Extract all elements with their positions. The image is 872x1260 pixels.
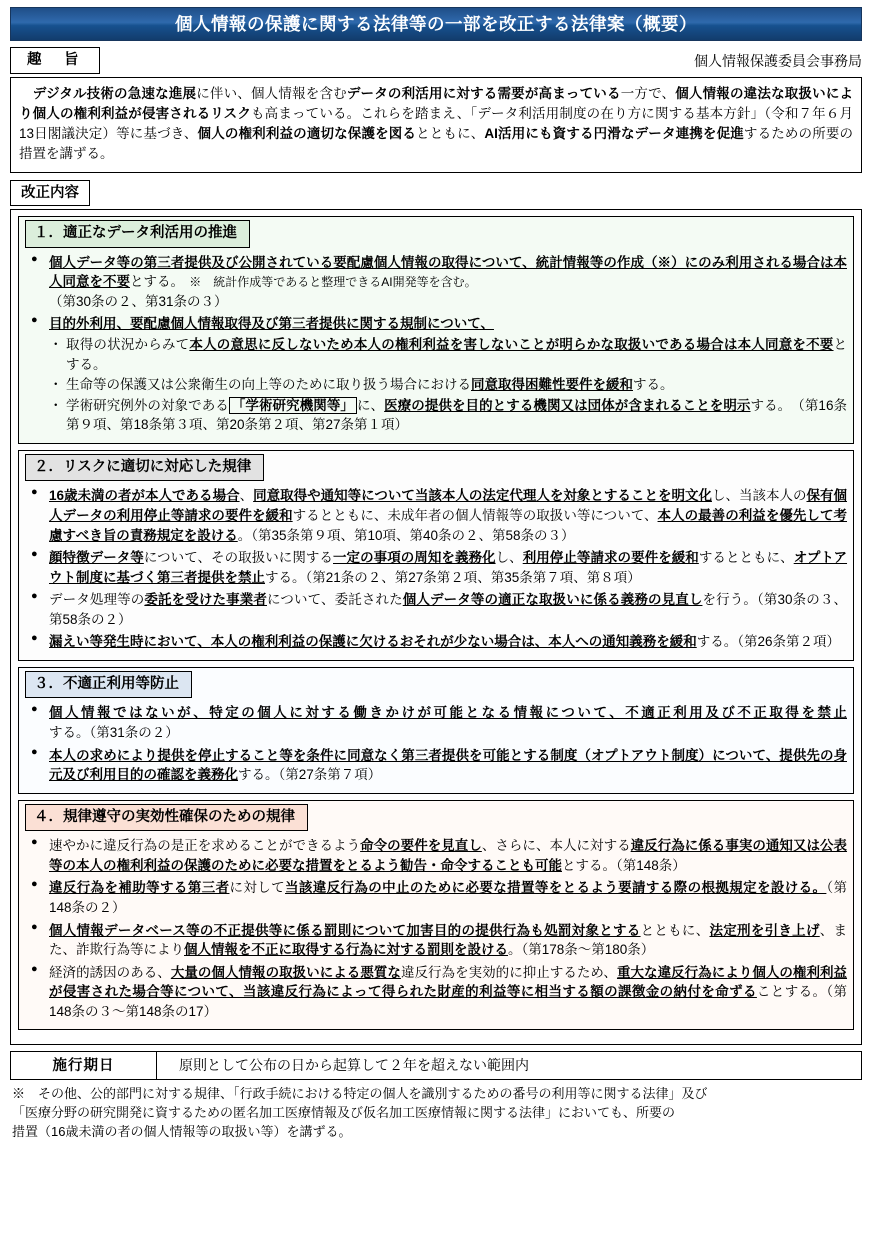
text-span: （第148条の２）	[49, 880, 848, 915]
text-span: について、その取扱いに関する	[143, 550, 333, 566]
text-span: 「学術研究機関等」	[229, 397, 357, 414]
text-span: する。（第21条の２、第27条第２項、第35条第７項、第８項）	[265, 569, 641, 585]
footnote	[10, 1085, 862, 1142]
text-span: 経済的誘因のある、	[49, 964, 171, 980]
amendment-group	[18, 216, 854, 444]
group-heading: ２．リスクに適切に対応した規律	[25, 454, 264, 482]
bullet-item	[25, 963, 847, 1022]
sub-bullet-item	[49, 396, 847, 435]
text-span: し、当該本人の	[711, 488, 807, 504]
text-span: とともに、	[640, 922, 710, 938]
text-span: 違反行為を補助等する第三者	[49, 880, 230, 896]
amendment-group	[18, 450, 854, 661]
text-span: 個人情報を不正に取得する行為に対する罰則を設ける	[184, 942, 508, 958]
text-span: する。（第27条第７項）	[238, 767, 382, 783]
group-heading: ３．不適正利用等防止	[25, 671, 192, 699]
text-span: に対して	[229, 880, 285, 896]
text-span: 速やかに違反行為の是正を求めることができるよう	[49, 838, 361, 854]
text-span: 委託を受けた事業者	[144, 592, 267, 608]
page-title: 個人情報の保護に関する法律等の一部を改正する法律案（概要）	[10, 7, 862, 41]
text-span: 個人データ等の適正な取扱いに係る義務の見直し	[402, 592, 703, 608]
text-span: 同意取得や通知等について当該本人の法定代理人を対象とすることを明文化	[253, 488, 712, 504]
amendment-group	[18, 667, 854, 794]
sub-bullet-item	[49, 335, 847, 374]
footnote-line-3: 措置（16歳未満の者の個人情報等の取扱い等）を講ずる。	[12, 1124, 352, 1140]
text-span: とともに、	[416, 126, 485, 142]
text-span: 本人の意思に反しないため本人の権利利益を害しないことが明らかな取扱いである場合は本人同意を不要	[189, 336, 834, 352]
enforcement-label: 施行期日	[11, 1052, 157, 1079]
bullet-list	[25, 253, 847, 435]
bullet-item	[25, 486, 847, 545]
text-span: 重大な違反行為により個人の権利利益が侵害された場合等について、当該違反行為によって得られた財産的利益等に相当する額の課徴金の納付を命ずる	[49, 964, 848, 1000]
text-span: する。（第31条の２）	[49, 725, 179, 741]
text-span: 一定の事項の周知を義務化	[333, 550, 496, 566]
bullet-list	[25, 703, 847, 784]
text-span: 。（第178条～第180条）	[508, 942, 655, 958]
amendment-group	[18, 800, 854, 1031]
text-span: （第30条の２、第31条の３）	[49, 293, 228, 309]
footnote-line-1: ※ その他、公的部門に対する規律、「行政手続における特定の個人を識別するための番号の利用等に関する法律」及び	[12, 1086, 708, 1102]
text-span: とする。（第148条）	[562, 857, 686, 873]
text-span: 違反行為を実効的に抑止するため、	[400, 964, 617, 980]
text-span: ※ 統計作成等であると整理できるAI開発等を含む。	[177, 275, 477, 290]
sub-bullet-item	[49, 375, 847, 395]
text-span: するとともに、	[698, 550, 794, 566]
text-span: 、また、詐欺行為等により	[49, 922, 848, 958]
issuing-office: 個人情報保護委員会事務局	[694, 52, 862, 69]
text-span: 16歳未満の者が本人である場合	[49, 488, 240, 504]
text-span: 法定刑を引き上げ	[709, 922, 820, 938]
text-span: するとともに、未成年者の個人情報等の取扱い等について、	[292, 507, 658, 523]
enforcement-row	[10, 1051, 862, 1080]
amendment-section	[10, 180, 862, 1046]
bullet-item	[25, 253, 847, 312]
bullet-item	[25, 590, 847, 629]
text-span: 顔特徴データ等	[49, 550, 144, 566]
text-span: 取得の状況からみて	[66, 336, 190, 352]
text-span: するための所要の措置を講ずる。	[19, 126, 854, 162]
text-span: 本人の最善の利益を優先して考慮すべき旨の責務規定を設ける	[49, 507, 848, 543]
purpose-header-row	[10, 47, 862, 74]
text-span: オプトアウト制度に基づく第三者提供を禁止	[49, 550, 848, 585]
text-span: 学術研究例外の対象である	[66, 397, 229, 413]
text-span: 大量の個人情報の取扱いによる悪質な	[170, 964, 401, 980]
group-heading: ４．規律遵守の実効性確保のための規律	[25, 804, 308, 832]
text-span: する。	[633, 377, 674, 393]
text-span: する。 （第16条第９項、第18条第３項、第20条第２項、第27条第１項）	[66, 397, 848, 433]
amendment-label: 改正内容	[10, 180, 90, 207]
text-span: 目的外利用、要配慮個人情報取得及び第三者提供に関する規制について、	[49, 316, 494, 332]
bullet-item	[25, 836, 847, 875]
text-span: 個人情報の違法な取扱いにより個人の権利利益が侵害されるリスク	[19, 85, 854, 121]
text-span: 個人情報データベース等の不正提供等に係る罰則について加害目的の提供行為も処罰対象とする	[49, 922, 641, 938]
purpose-label: 趣 旨	[10, 47, 100, 74]
text-span: し、	[495, 550, 523, 566]
text-span: データ処理等の	[49, 592, 145, 608]
text-span: 医療の提供を目的とする機関又は団体が含まれることを明示	[384, 397, 751, 413]
text-span: 一方で、	[620, 85, 676, 101]
text-span: について、委託された	[267, 592, 403, 608]
bullet-item	[25, 746, 847, 785]
bullet-list	[25, 836, 847, 1021]
text-span: を行う。（第30条の３、第58条の２）	[49, 592, 847, 627]
enforcement-value: 原則として公布の日から起算して２年を超えない範囲内	[179, 1056, 529, 1073]
text-span: 利用停止等請求の要件を緩和	[522, 550, 699, 566]
bullet-item	[25, 632, 847, 652]
text-span: デジタル技術の急速な進展	[32, 85, 197, 101]
text-span: も高まっている。これらを踏まえ、「データ利活用制度の在り方に関する基本方針」（令和７年６月13日閣議決定）等に基づき、	[19, 105, 854, 142]
bullet-item	[25, 878, 847, 917]
text-span: に、	[356, 397, 385, 413]
text-span: ことする。（第148条の３～第148条の17）	[49, 984, 848, 1019]
text-span: 個人情報ではないが、特定の個人に対する働きかけが可能となる情報について、不適正利用及び不正取得を禁止	[49, 705, 847, 721]
text-span: 生命等の保護又は公衆衛生の向上等のために取り扱う場合における	[66, 377, 471, 393]
text-span: 、	[239, 488, 254, 504]
text-span: 同意取得困難性要件を緩和	[471, 377, 633, 393]
text-span: とする。	[66, 336, 848, 372]
purpose-text	[10, 77, 862, 173]
bullet-item	[25, 921, 847, 960]
sub-bullet-list	[49, 335, 847, 435]
bullet-item	[25, 548, 847, 587]
text-span: データの利活用に対する需要が高まっている	[346, 85, 621, 101]
text-span: 保有個人データの利用停止等請求の要件を緩和	[49, 488, 848, 523]
text-span: 命令の要件を見直し	[360, 838, 482, 854]
text-span: 漏えい等発生時において、	[49, 634, 211, 650]
text-span: する。（第26条第２項）	[696, 634, 841, 650]
text-span: 。（第35条第９項、第10項、第40条の２、第58条の３）	[237, 527, 575, 543]
group-heading: １．適正なデータ利活用の推進	[25, 220, 250, 248]
text-span	[19, 86, 33, 101]
text-span: に伴い、個人情報を含む	[196, 85, 347, 101]
text-span: 違反行為に係る事実の通知又は公表等の本人の権利利益の保護のために必要な措置をとるよう勧告・命令することも可能	[49, 838, 848, 873]
text-span: AI活用にも資する円滑なデータ連携を促進	[484, 126, 744, 142]
text-span: 個人データ等の第三者提供及び公開されている要配慮個人情報の取得について、統計情報等の作成（※）にのみ利用される場合は本人同意を不要	[49, 254, 847, 290]
text-span: 、さらに、本人に対する	[481, 838, 631, 854]
bullet-item	[25, 703, 847, 742]
text-span: 本人の求めにより提供を停止すること等を条件に同意なく第三者提供を可能とする制度（オプトアウト制度）について、提供先の身元及び利用目的の確認を義務化	[49, 747, 847, 783]
bullet-list	[25, 486, 847, 652]
bullet-item	[25, 314, 847, 434]
text-span: とする。	[130, 274, 178, 290]
footnote-line-2: 「医療分野の研究開発に資するための匿名加工医療情報及び仮名加工医療情報に関する法律」においても、所要の	[12, 1105, 676, 1121]
amendment-groups	[10, 209, 862, 1045]
text-span: 本人の権利利益の保護に欠けるおそれが少ない場合は、本人への通知義務を緩和	[210, 634, 697, 650]
text-span: 個人の権利利益の適切な保護を図る	[197, 126, 417, 142]
text-span: 当該違反行為の中止のために必要な措置等をとるよう要請する際の根拠規定を設ける。	[285, 880, 827, 896]
